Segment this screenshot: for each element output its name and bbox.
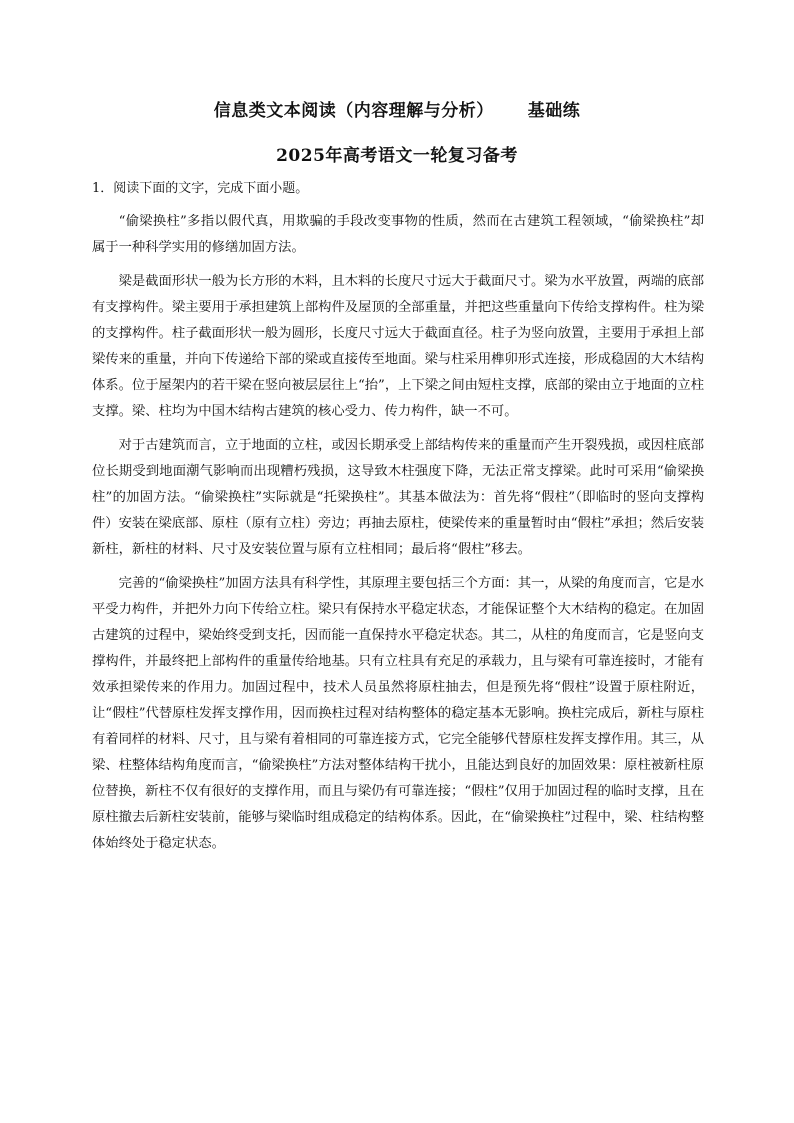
paragraph: 完善的“偷梁换柱”加固方法具有科学性，其原理主要包括三个方面：其一，从梁的角度而言，它是水平受力构件，并把外力向下传给立柱。梁只有保持水平稳定状态，才能保证整个大木结构的稳定。在加固古建筑的过程中，梁始终受到支托，因而能一直保持水平稳定状态。其二，从柱的角度而言，它是竖向支撑构件，并最终把上部构件的重量传给地基。只有立柱具有充足的承载力，且与梁有可靠连接时，才能有效承担梁传来的作用力。加固过程中，技术人员虽然将原柱抽去，但是预先将“假柱”设置于原柱附近，让“假柱”代替原柱发挥支撑作用，因而换柱过程对结构整体的稳定基本无影响。换柱完成后，新柱与原柱有着同样的材料、尺寸，且与梁有着相同的可靠连接方式，它完全能够代替原柱发挥支撑作用。其三，从梁、柱整体结构角度而言，“偷梁换柱”方法对整体结构干扰小，且能达到良好的加固效果：原柱被新柱原位替换，新柱不仅有很好的支撑作用，而且与梁仍有可靠连接；“假柱”仅用于加固过程的临时支撑，且在原柱撤去后新柱安装前，能够与梁临时组成稳定的结构体系。因此，在“偷梁换柱”过程中，梁、柱结构整体始终处于稳定状态。	[92, 576, 704, 851]
title-tag: 基础练	[527, 101, 581, 121]
article-body	[92, 209, 704, 865]
paragraph: “偷梁换柱”多指以假代真，用欺骗的手段改变事物的性质，然而在古建筑工程领域，“偷梁换柱”却属于一种科学实用的修缮加固方法。	[92, 214, 704, 255]
page-subtitle: 2025年高考语文一轮复习备考	[276, 146, 518, 166]
title-text: 信息类文本阅读（内容理解与分析）	[213, 101, 494, 121]
paragraph: 梁是截面形状一般为长方形的木料，且木料的长度尺寸远大于截面尺寸。梁为水平放置，两端的底部有支撑构件。梁主要用于承担建筑上部构件及屋顶的全部重量，并把这些重量向下传给支撑构件。柱为梁的支撑构件。柱子截面形状一般为圆形，长度尺寸远大于截面直径。柱子为竖向放置，主要用于承担上部梁传来的重量，并向下传递给下部的梁或直接传至地面。梁与柱采用榫卯形式连接，形成稳固的大木结构体系。位于屋架内的若干梁在竖向被层层往上“抬”，上下梁之间由短柱支撑，底部的梁由立于地面的立柱支撑。梁、柱均为中国木结构古建筑的核心受力、传力构件，缺一不可。	[92, 274, 704, 419]
question-prompt: 1．阅读下面的文字，完成下面小题。	[92, 181, 309, 196]
page-title	[0, 100, 794, 122]
paragraph: 对于古建筑而言，立于地面的立柱，或因长期承受上部结构传来的重量而产生开裂残损，或因柱底部位长期受到地面潮气影响而出现糟朽残损，这导致木柱强度下降，无法正常支撑梁。此时可采用“偷梁换柱”的加固方法。“偷梁换柱”实际就是“托梁换柱”。其基本做法为：首先将“假柱”（即临时的竖向支撑构件）安装在梁底部、原柱（原有立柱）旁边；再抽去原柱，使梁传来的重量暂时由“假柱”承担；然后安装新柱，新柱的材料、尺寸及安装位置与原有立柱相同；最后将“假柱”移去。	[92, 438, 704, 557]
